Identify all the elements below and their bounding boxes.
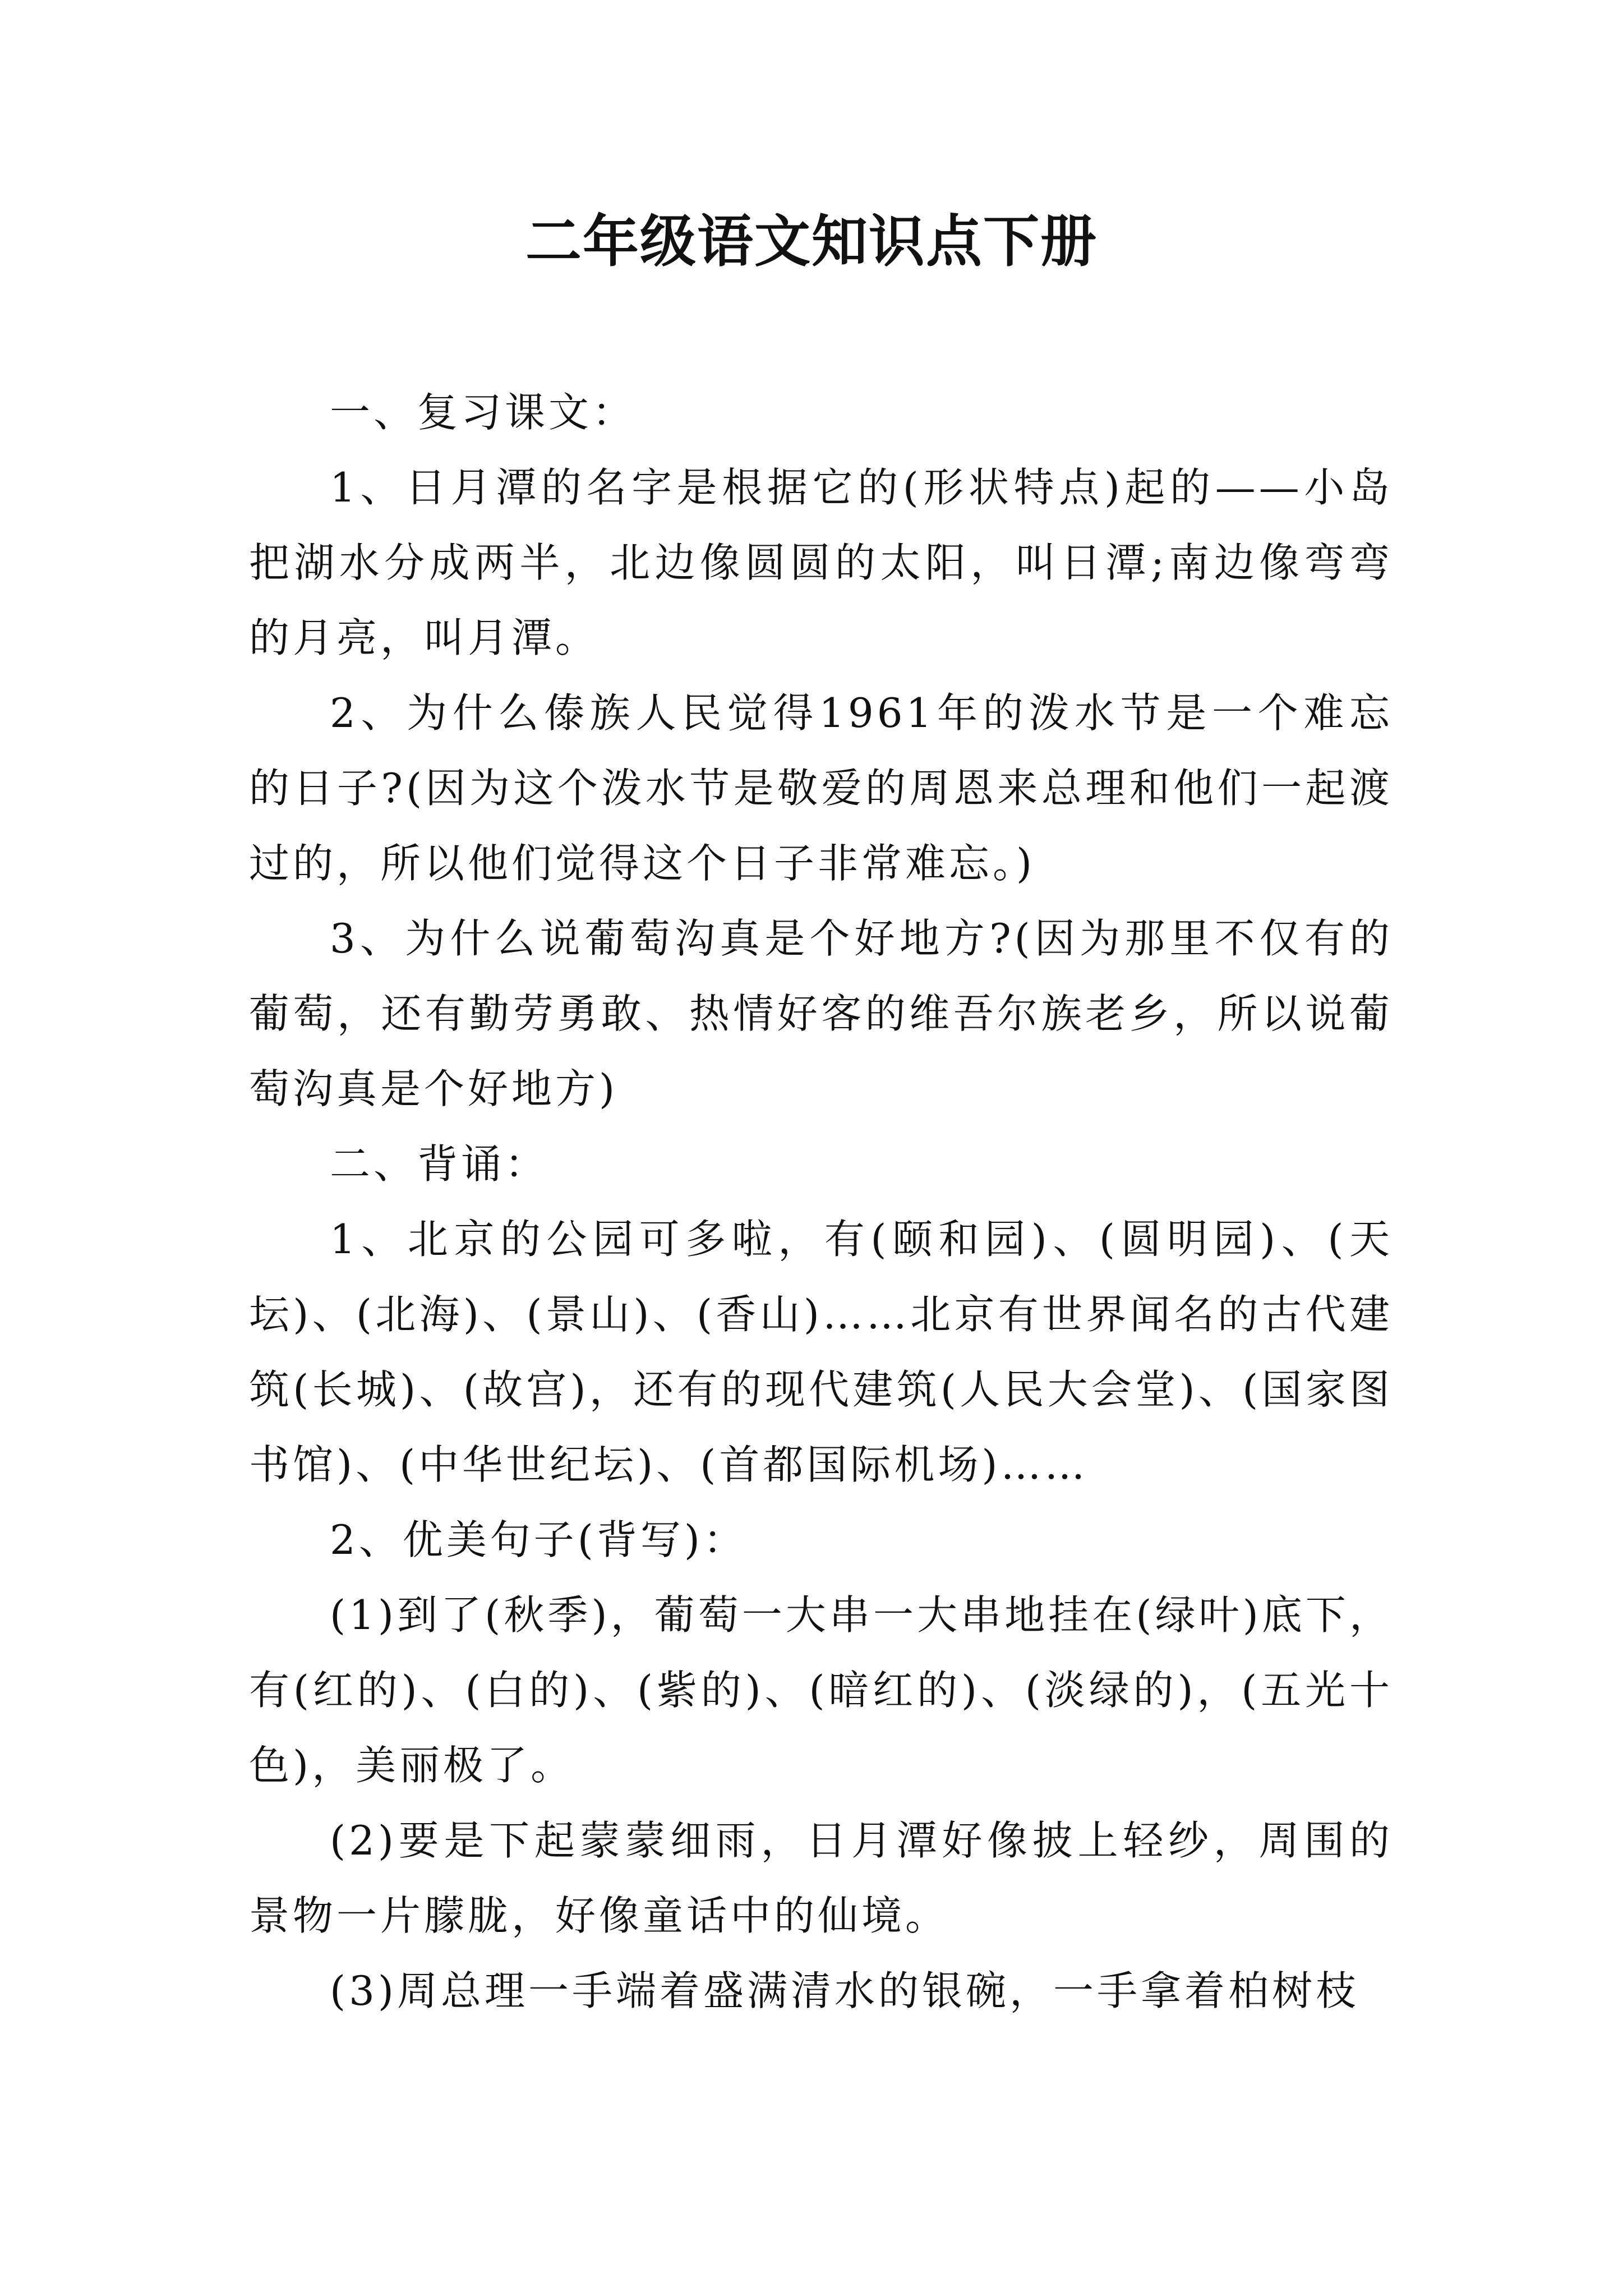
document-title: 二年级语文知识点下册	[525, 208, 1098, 274]
sentence-2-drizzle: (2)要是下起蒙蒙细雨，日月潭好像披上轻纱，周围的景物一片朦胧，好像童话中的仙境。	[249, 1817, 1393, 1939]
section-heading-review: 一、复习课文：	[330, 389, 637, 436]
paragraph-grape-valley: 3、为什么说葡萄沟真是个好地方?(因为那里不仅有的葡萄，还有勤劳勇敢、热情好客的维吾尔族老乡，所以说葡萄沟真是个好地方)	[249, 915, 1393, 1112]
paragraph-sun-moon-lake: 1、日月潭的名字是根据它的(形状特点)起的——小岛把湖水分成两半，北边像圆圆的太阳，叫日潭;南边像弯弯的月亮，叫月潭。	[249, 464, 1393, 661]
sentence-3-premier: (3)周总理一手端着盛满清水的银碗，一手拿着柏树枝	[330, 1967, 1359, 2014]
document-body	[249, 375, 1393, 2028]
section-heading-recite: 二、背诵：	[330, 1140, 549, 1188]
paragraph-water-festival: 2、为什么傣族人民觉得1961年的泼水节是一个难忘的日子?(因为这个泼水节是敬爱的周恩来总理和他们一起渡过的，所以他们觉得这个日子非常难忘。)	[249, 689, 1393, 887]
paragraph-beijing: 1、北京的公园可多啦，有(颐和园)、(圆明园)、(天坛)、(北海)、(景山)、(香山)……北京有世界闻名的古代建筑(长城)、(故宫)，还有的现代建筑(人民大会堂)、(国家图书馆)、(中华世纪坛)、(首都国际机场)……	[249, 1216, 1393, 1488]
subheading-beautiful-sentences: 2、优美句子(背写)：	[330, 1516, 747, 1563]
sentence-1-grapes: (1)到了(秋季)，葡萄一大串一大串地挂在(绿叶)底下，有(红的)、(白的)、(紫的)、(暗红的)、(淡绿的)，(五光十色)，美丽极了。	[249, 1591, 1393, 1789]
